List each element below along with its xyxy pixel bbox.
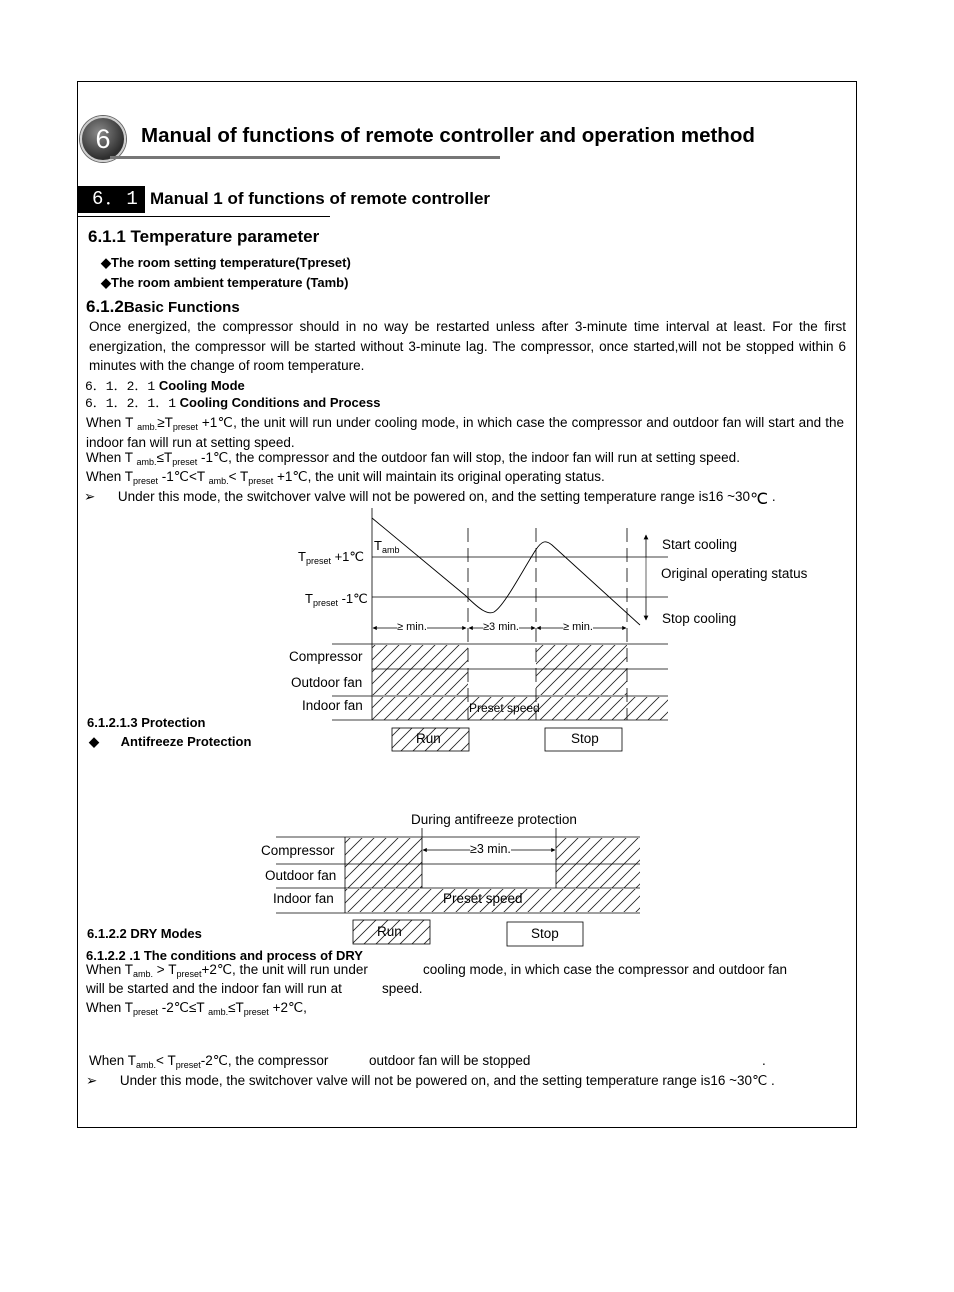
legend-run-label: Run xyxy=(416,731,441,746)
tamb-label: $T_{amb}$ xyxy=(374,538,400,555)
row-compressor: Compressor xyxy=(289,649,363,664)
cooling-conditions-heading: 6．1．2．1．1 Cooling Conditions and Process xyxy=(85,395,381,411)
original-status-label: Original operating status xyxy=(661,566,808,581)
tpreset-plus-label: $T_{preset}$ +1℃ xyxy=(298,549,365,566)
tamb-bullet: ◆The room ambient temperature (Tamb) xyxy=(101,275,349,290)
antifreeze-caption: During antifreeze protection xyxy=(411,812,577,827)
tpreset-minus-label: $T_{preset}$ -1℃ xyxy=(305,591,368,608)
temp-param-heading: 6.1.1 Temperature parameter xyxy=(88,227,320,246)
dry-conditions-heading: 6.1.2.2 .1 The conditions and process of DRY xyxy=(86,948,363,963)
row-indoor-fan: Indoor fan xyxy=(302,698,363,713)
basic-heading-text: Basic Functions xyxy=(123,299,240,316)
cooling-note: ➢ Under this mode, the switchover valve will not be powered on, and the setting temperature range is16 ~30℃ . xyxy=(84,489,776,508)
tpreset-bullet: ◆The room setting temperature(Tpreset) xyxy=(101,255,351,270)
dry-heading: 6.1.2.2 DRY Modes xyxy=(87,926,202,941)
stop-cooling-label: Stop cooling xyxy=(662,611,737,626)
tamb-curve xyxy=(372,518,640,625)
dry-condition-2: When $T_{preset}$ -2℃≤T $_{amb.}\le T_{preset}$ +2℃, xyxy=(86,1000,307,1017)
row-outdoor-fan: Outdoor fan xyxy=(291,675,363,690)
arrow-bullet-icon: ➢ xyxy=(84,489,96,504)
dry-condition-1: When $T_{amb.}$ > $T_{preset}+2℃$, the unit will run under xyxy=(86,962,368,979)
start-cooling-label: Start cooling xyxy=(662,537,738,552)
gap-label-2: ≥3 min. xyxy=(483,621,519,633)
cooling-condition-stop: When T $_{amb.}\le T_{preset}$ -1℃, the compressor and the outdoor fan will stop, the indoor fan will run at setting speed. xyxy=(86,450,740,467)
protection-heading: 6.1.2.1.3 Protection xyxy=(87,715,206,730)
cooling-condition-start: When T $_{amb.}\ge T_{preset}$ +1℃, the unit will run under cooling mode, in which case the compressor and outdoor fan will start and the indoor fan will run at setting speed. xyxy=(86,415,844,450)
diamond-bullet-icon: ◆ xyxy=(89,734,99,749)
gap-label-3: ≥ min. xyxy=(563,621,593,633)
preset-speed-label-2: Preset speed xyxy=(443,891,523,906)
antifreeze-bullet: ◆ Antifreeze Protection xyxy=(89,734,252,749)
dry-condition-1-speed: speed. xyxy=(382,981,423,996)
dry-note: ➢ Under this mode, the switchover valve will not be powered on, and the setting temperature range is16 ~30℃ . xyxy=(86,1073,775,1088)
row-outdoor-fan-2: Outdoor fan xyxy=(265,868,337,883)
arrow-bullet-icon: ➢ xyxy=(86,1073,98,1088)
section-title: Manual 1 of functions of remote controller xyxy=(150,189,491,208)
preset-speed-label: Preset speed xyxy=(469,701,540,715)
antifreeze-gap-label: ≥3 min. xyxy=(470,842,511,856)
cooling-mode-heading: 6．1．2．1 Cooling Mode xyxy=(85,378,245,394)
dry-condition-1-cont: will be started and the indoor fan will run at xyxy=(86,981,342,996)
dry-condition-3-dot: . xyxy=(762,1053,766,1068)
dry-condition-1-tail: cooling mode, in which case the compressor and outdoor fan xyxy=(423,962,787,977)
legend-run-label-2: Run xyxy=(377,924,402,939)
row-compressor-2: Compressor xyxy=(261,843,335,858)
section-number: 6．1 xyxy=(78,186,145,213)
dry-condition-3-tail: outdoor fan will be stopped xyxy=(369,1053,531,1068)
dry-condition-3: When $T_{amb.}<$ $T_{preset}-2℃$, the compressor xyxy=(89,1053,329,1070)
legend-stop-label: Stop xyxy=(571,731,599,746)
legend-stop-label-2: Stop xyxy=(531,926,559,941)
cooling-timing-chart xyxy=(332,644,668,751)
basic-paragraph: Once energized, the compressor should in no way be restarted unless after 3-minute time interval at least. For the first energization, the compressor will be started without 3-minute lag. The compressor, once started,will not be stopped within 6 minutes with the change of room temperature. xyxy=(89,319,846,373)
row-indoor-fan-2: Indoor fan xyxy=(273,891,334,906)
basic-heading-number: 6.1.2 xyxy=(86,297,124,316)
chapter-number-badge: 6 xyxy=(80,116,126,162)
chapter-title: Manual of functions of remote controller and operation method xyxy=(141,124,755,147)
gap-label-1: ≥ min. xyxy=(397,621,427,633)
cooling-condition-maintain: When $T_{preset}$ -1℃<T $_{amb.}< T_{preset}$ +1℃, the unit will maintain its original operating status. xyxy=(86,469,605,486)
